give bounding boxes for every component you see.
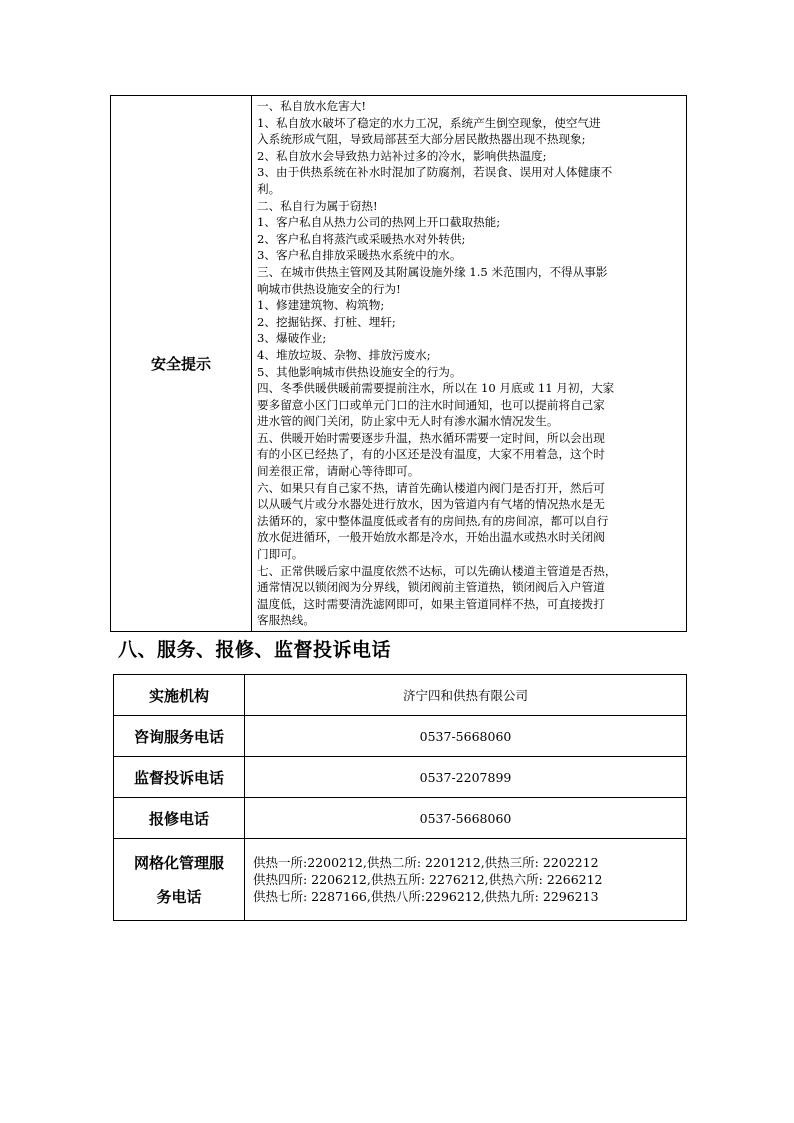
grid-service-phones [245,839,687,921]
repair-phone: 0537-5668060 [245,798,687,839]
safety-line: 2、挖掘钻探、打桩、埋轩; [257,314,396,329]
safety-line: 门即可。 [257,547,304,562]
grid-service-label [114,839,245,921]
safety-line: 入系统形成气阻，导致局部甚至大部分居民散热器出现不热现象; [257,132,586,147]
safety-line: 温度低，这时需要清洗滤网即可，如果主管道同样不热，可直接拨打 [257,596,605,611]
safety-line: 1、修建建筑物、构筑物; [257,298,385,313]
safety-line: 3、客户私自排放采暖热水系统中的水。 [257,248,462,263]
safety-line: 法循环的，家中整体温度低或者有的房间热,有的房间凉，都可以自行 [257,513,609,528]
safety-line: 4、堆放垃圾、杂物、排放污废水; [257,347,431,362]
safety-line: 三、在城市供热主管网及其附属设施外缘 1.5 米范围内，不得从事影 [257,264,608,279]
safety-line: 5、其他影响城市供热设施安全的行为。 [257,364,462,379]
contact-table [113,674,687,921]
safety-line: 放水促进循环，一般开始放水都是冷水，开始出温水或热水时关闭阀 [257,530,605,545]
safety-line: 五、供暖开始时需要逐步升温，热水循环需要一定时间，所以会出现 [257,430,605,445]
grid-phone-line: 供热七所: 2287166,供热八所:2296212,供热九所: 2296213 [253,889,599,904]
safety-line: 要多留意小区门口或单元门口的注水时间通知，也可以提前将自己家 [257,397,605,412]
complaint-phone: 0537-2207899 [245,757,687,798]
safety-line: 七、正常供暖后家中温度依然不达标，可以先确认楼道主管道是否热， [257,563,617,578]
safety-line: 2、客户私自将蒸汽或采暖热水对外转供; [257,231,466,246]
safety-line: 响城市供热设施安全的行为! [257,281,401,296]
safety-line: 3、爆破作业; [257,331,327,346]
table-row [114,798,687,839]
safety-line: 利。 [257,181,281,196]
safety-line: 一、私自放水危害大! [257,99,367,113]
section-heading: 八、服务、报修、监督投诉电话 [118,639,392,661]
safety-line: 通常情况以锁闭阀为分界线，锁闭阀前主管道热，锁闭阀后入户管道 [257,580,605,595]
grid-label-line: 网格化管理服 [133,853,224,872]
grid-label-line: 务电话 [156,887,202,906]
safety-line: 2、私自放水会导致热力站补过多的冷水，影响供热温度; [257,148,547,163]
safety-line: 1、客户私自从热力公司的热网上开口截取热能; [257,215,501,230]
safety-line: 1、私自放水破坏了稳定的水力工况，系统产生倒空现象，使空气进 [257,115,601,130]
safety-line: 六、如果只有自己家不热，请首先确认楼道内阀门是否打开，然后可 [257,480,605,495]
grid-phone-line: 供热一所:2200212,供热二所: 2201212,供热三所: 2202212 [253,855,599,870]
org-label: 实施机构 [114,675,245,716]
table-row [114,675,687,716]
safety-line: 四、冬季供暖供暖前需要提前注水，所以在 10 月底或 11 月初，大家 [257,381,615,396]
complaint-label: 监督投诉电话 [114,757,245,798]
safety-line: 3、由于供热系统在补水时混加了防腐剂，若误食、误用对人体健康不 [257,165,613,180]
safety-line: 客服热线。 [257,613,315,628]
org-value: 济宁四和供热有限公司 [245,675,687,716]
safety-tips-content [252,96,687,632]
consult-label: 咨询服务电话 [114,716,245,757]
safety-line: 进水管的阀门关闭，防止家中无人时有渗水漏水情况发生。 [257,414,559,429]
safety-line: 有的小区已经热了，有的小区还是没有温度，大家不用着急，这个时 [257,447,605,462]
table-row [114,757,687,798]
table-row [114,716,687,757]
safety-line: 以从暖气片或分水器处进行放水，因为管道内有气堵的情况热水是无 [257,497,605,512]
grid-phone-line: 供热四所: 2206212,供热五所: 2276212,供热六所: 2266212 [253,872,603,887]
consult-phone: 0537-5668060 [245,716,687,757]
safety-line: 二、私自行为属于窃热! [257,198,378,213]
table-row [114,839,687,921]
safety-tips-table [110,95,687,632]
safety-tips-label: 安全提示 [111,96,252,632]
safety-line: 间差很正常，请耐心等待即可。 [257,464,420,479]
repair-label: 报修电话 [114,798,245,839]
